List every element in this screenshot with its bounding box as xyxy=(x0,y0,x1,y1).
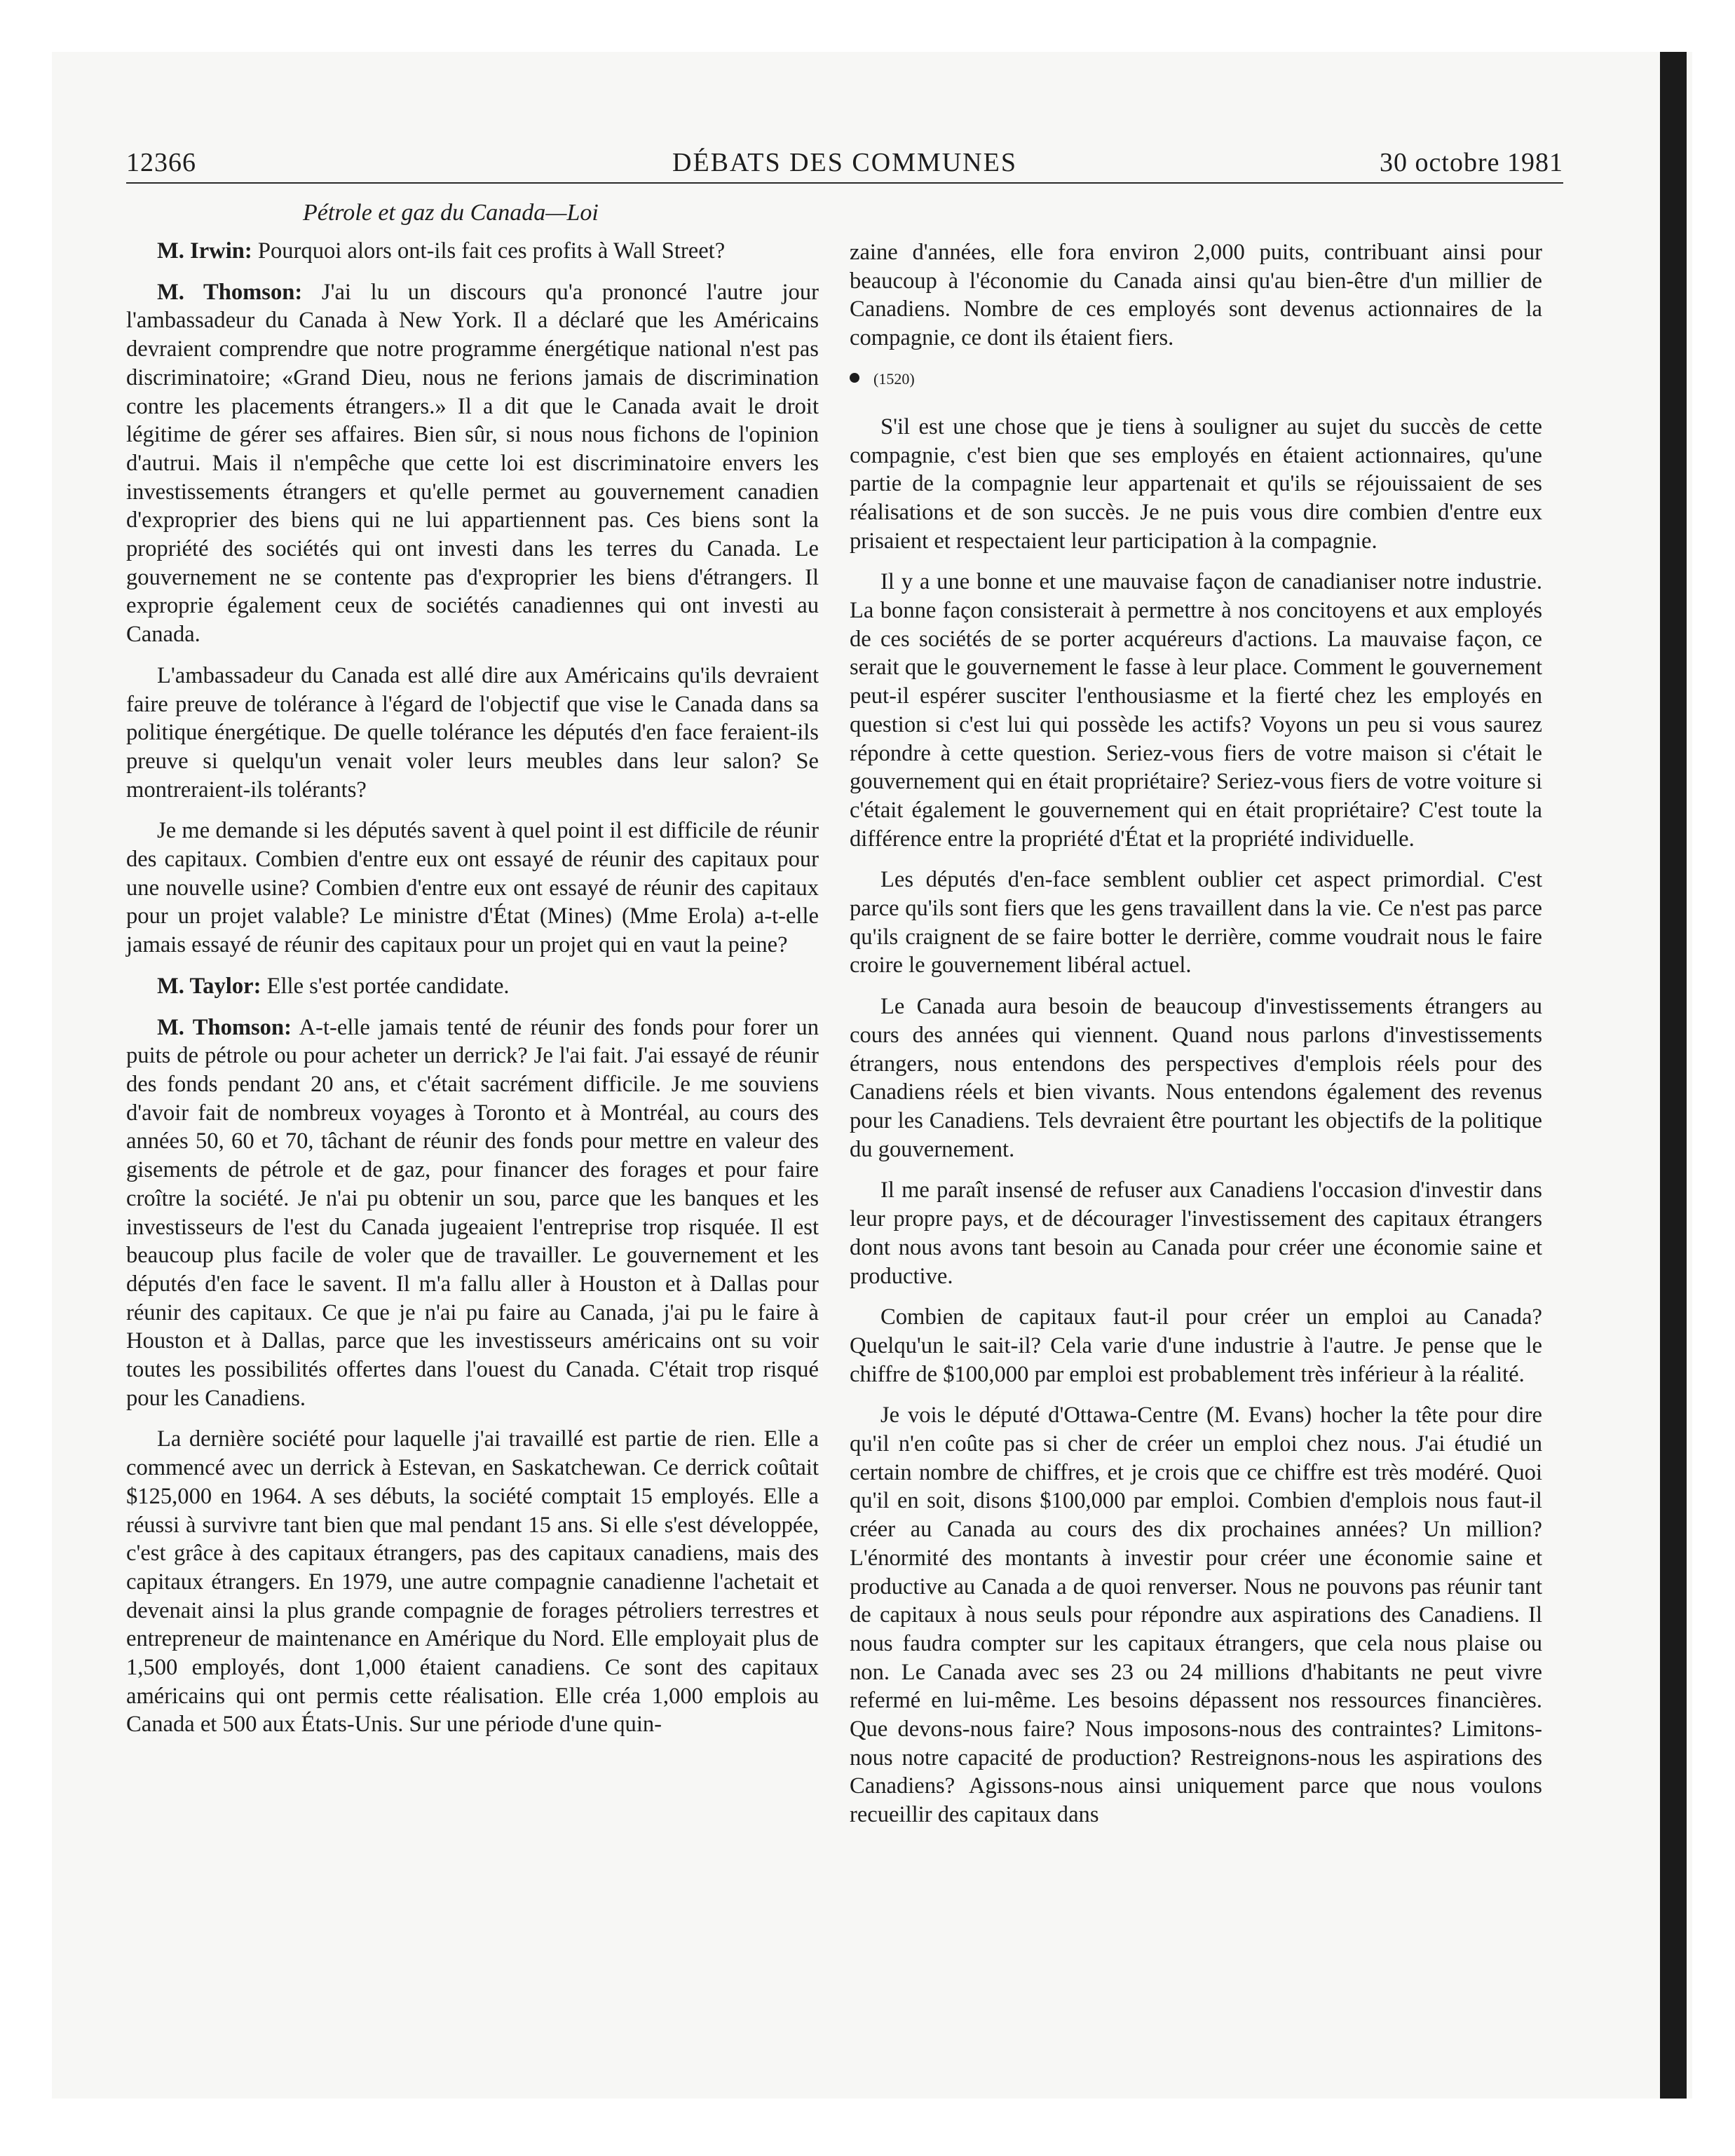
paragraph: Il y a une bonne et une mauvaise façon de canadianiser notre industrie. La bonne façon consisterait à permettre à nos concitoyens et aux employés de ces sociétés de se porter acquéreurs d'actions. La mauvaise façon, ce serait que le gouvernement le fasse à leur place. Comment le gouvernement peut-il espérer susciter l'enthousiasme et la fierté chez les employés en question si c'est lui qui possède les actifs? Voyons un peu si vous saurez répondre à cette question. Seriez-vous fiers de votre maison si c'était le gouvernement qui en était propriétaire? Seriez-vous fiers de votre voiture si c'était également le gouvernement qui en était propriétaire? C'est toute la différence entre la propriété d'État et la propriété individuelle. xyxy=(850,569,1542,852)
paragraph xyxy=(126,278,819,649)
speaker-name: M. Thomson: xyxy=(157,279,303,305)
scan-border xyxy=(1660,52,1687,2099)
paragraph xyxy=(126,662,819,805)
right-column xyxy=(850,238,1542,1842)
speaker-name: M. Irwin: xyxy=(157,238,252,264)
paragraph-text: Je me demande si les députés savent à quel point il est difficile de réunir des capitaux. Combien d'entre eux ont essayé de réunir des capitaux pour une nouvelle usine? Combien d'entre eux ont essayé de réunir des capitaux pour un projet valable? Le ministre d'État (Mines) (Mme Erola) a-t-elle jamais essayé de réunir des capitaux pour un projet qui en vaut la peine? xyxy=(126,818,819,958)
paragraph xyxy=(126,972,819,1001)
paragraph-text: J'ai lu un discours qu'a prononcé l'autre jour l'ambassadeur du Canada à New York. Il a déclaré que les Américains devraient comprendre que notre programme énergétique national n'est pas discriminatoire; «Grand Dieu, nous ne ferions jamais de discrimination contre les placements étrangers.» Il a dit que le Canada avait le droit légitime de gérer ses affaires. Bien sûr, si nous nous fichons de l'opinion d'autrui. Mais il n'empêche que cette loi est discriminatoire envers les investissements étrangers et qu'elle permet au gouvernement canadien d'exproprier des biens qui ne lui appartiennent pas. Ces biens sont la propriété des sociétés qui ont investi dans les terres du Canada. Le gouvernement ne se contente pas d'exproprier les biens d'étrangers. Il exproprie également ceux de sociétés canadiennes qui ont investi au Canada. xyxy=(126,279,819,648)
paragraph-text: Pourquoi alors ont-ils fait ces profits à Wall Street? xyxy=(252,238,726,264)
bullet-icon xyxy=(850,373,859,383)
paragraph: Combien de capitaux faut-il pour créer un emploi au Canada? Quelqu'un le sait-il? Cela varie d'une industrie à l'autre. Je pense que le chiffre de $100,000 par emploi est probablement très inférieur à la réalité. xyxy=(850,1304,1542,1387)
left-column xyxy=(126,198,819,1752)
paragraph: S'il est une chose que je tiens à souligner au sujet du succès de cette compagnie, c'est bien que ses employés en étaient actionnaires, qu'une partie de la compagnie leur appartenait et qu'ils se réjouissaient de ses réalisations et de son succès. Je ne puis vous dire combien d'entre eux prisaient et respectaient leur participation à la compagnie. xyxy=(850,414,1542,554)
paragraph-text: A-t-elle jamais tenté de réunir des fonds pour forer un puits de pétrole ou pour acheter un derrick? Je l'ai fait. J'ai essayé de réunir des fonds pendant 20 ans, et c'était sacrément difficile. Je me souviens d'avoir fait de nombreux voyages à Toronto et à Montréal, au cours des années 50, 60 et 70, tâchant de réunir des fonds pour mettre en valeur des gisements de pétrole et de gaz, pour financer des forages et pour faire croître la société. Je n'ai pu obtenir un sou, parce que les banques et les investisseurs de l'est du Canada jugeaient l'entreprise trop risquée. Il est beaucoup plus facile de voler que de travailler. Le gouvernement et les députés d'en face le savent. Il m'a fallu aller à Houston et à Dallas pour réunir des capitaux. Ce que je n'ai pu faire au Canada, j'ai pu le faire à Houston et à Dallas, parce que les investisseurs américains ont su voir toutes les possibilités offertes dans l'ouest du Canada. C'était trop risqué pour les Canadiens. xyxy=(126,1014,819,1411)
journal-title: DÉBATS DES COMMUNES xyxy=(672,148,1017,177)
paragraph: Le Canada aura besoin de beaucoup d'investissements étrangers au cours des années qui viennent. Quand nous parlons d'investissements étrangers, nous entendons des perspectives d'emplois réels pour des Canadiens réels et bien vivants. Nous entendons également des revenus pour les Canadiens. Tels devraient être pourtant les objectifs de la politique du gouvernement. xyxy=(850,994,1542,1162)
paragraph-text: L'ambassadeur du Canada est allé dire aux Américains qu'ils devraient faire preuve de tolérance à l'égard de l'objectif que vise le Canada dans sa politique énergétique. De quelle tolérance les députés d'en face feraient-ils preuve si quelqu'un venait voler leurs meubles dans leur salon? Se montreraient-ils tolérants? xyxy=(126,662,819,803)
section-title: Pétrole et gaz du Canada—Loi xyxy=(303,200,599,226)
paragraph: Il me paraît insensé de refuser aux Canadiens l'occasion d'investir dans leur propre pays, et de décourager l'investissement des capitaux étrangers dont nous avons tant besoin au Canada pour créer une économie saine et productive. xyxy=(850,1178,1542,1289)
running-header xyxy=(126,143,1563,184)
time-marker-text: (1520) xyxy=(873,369,915,388)
speaker-name: M. Taylor: xyxy=(157,973,261,999)
paragraph xyxy=(126,1425,819,1739)
paragraph: Les députés d'en-face semblent oublier cet aspect primordial. C'est parce qu'ils sont fiers que les gens travaillent dans la vie. Ce n'est pas parce qu'ils craignent de se faire botter le derrière, comme voudrait nous le faire croire le gouvernement libéral actuel. xyxy=(850,867,1542,978)
speaker-name: M. Thomson: xyxy=(157,1014,292,1040)
continued-paragraph: zaine d'années, elle fora environ 2,000 puits, contribuant ainsi pour beaucoup à l'économie du Canada ainsi qu'au bien-être d'un millier de Canadiens. Nombre de ces employés sont devenus actionnaires de la compagnie, ce dont ils étaient fiers. xyxy=(850,240,1542,351)
paragraph-text: Elle s'est portée candidate. xyxy=(261,973,510,999)
paragraph xyxy=(126,1014,819,1413)
paragraph xyxy=(126,237,819,266)
time-marker xyxy=(850,365,1542,393)
paragraph-text: La dernière société pour laquelle j'ai travaillé est partie de rien. Elle a commencé avec un derrick à Estevan, en Saskatchewan. Ce derrick coûtait $125,000 en 1964. A ses débuts, la société comptait 15 employés. Elle a réussi à survivre tant bien que mal pendant 15 ans. Si elle s'est développée, c'est grâce à des capitaux étrangers, pas des capitaux canadiens, mais des capitaux étrangers. En 1979, une autre compagnie canadienne l'achetait et devenait ainsi la plus grande compagnie de forages pétroliers terrestres et entrepreneur de maintenance en Amérique du Nord. Elle employait plus de 1,500 employés, dont 1,000 étaient canadiens. Ce sont des capitaux américains qui ont permis cette réalisation. Elle créa 1,000 emplois au Canada et 500 aux États-Unis. Sur une période d'une quin- xyxy=(126,1426,819,1738)
paragraph: Je vois le député d'Ottawa-Centre (M. Evans) hocher la tête pour dire qu'il n'en coûte pas si cher de créer un emploi chez nous. J'ai étudié un certain nombre de chiffres, et je crois que ce chiffre est très modéré. Quoi qu'il en soit, disons $100,000 par emploi. Combien d'emplois nous faut-il créer au Canada au cours des dix prochaines années? Un million? L'énormité des montants à investir pour créer une économie saine et productive au Canada a de quoi renverser. Nous ne pouvons pas réunir tant de capitaux à nous seuls pour répondre aux aspirations des Canadiens. Il nous faudra compter sur les capitaux étrangers, que cela nous plaise ou non. Le Canada avec ses 23 ou 24 millions d'habitants ne peut vivre refermé en lui-même. Les besoins dépassent nos ressources financières. Que devons-nous faire? Nous imposons-nous des contraintes? Limitons-nous notre capacité de production? Restreignons-nous les aspirations des Canadiens? Agissons-nous ainsi uniquement parce que nous voulons recueillir des capitaux dans xyxy=(850,1403,1542,1828)
issue-date: 30 octobre 1981 xyxy=(1380,148,1563,177)
paragraph xyxy=(126,817,819,960)
page-number: 12366 xyxy=(126,148,196,177)
